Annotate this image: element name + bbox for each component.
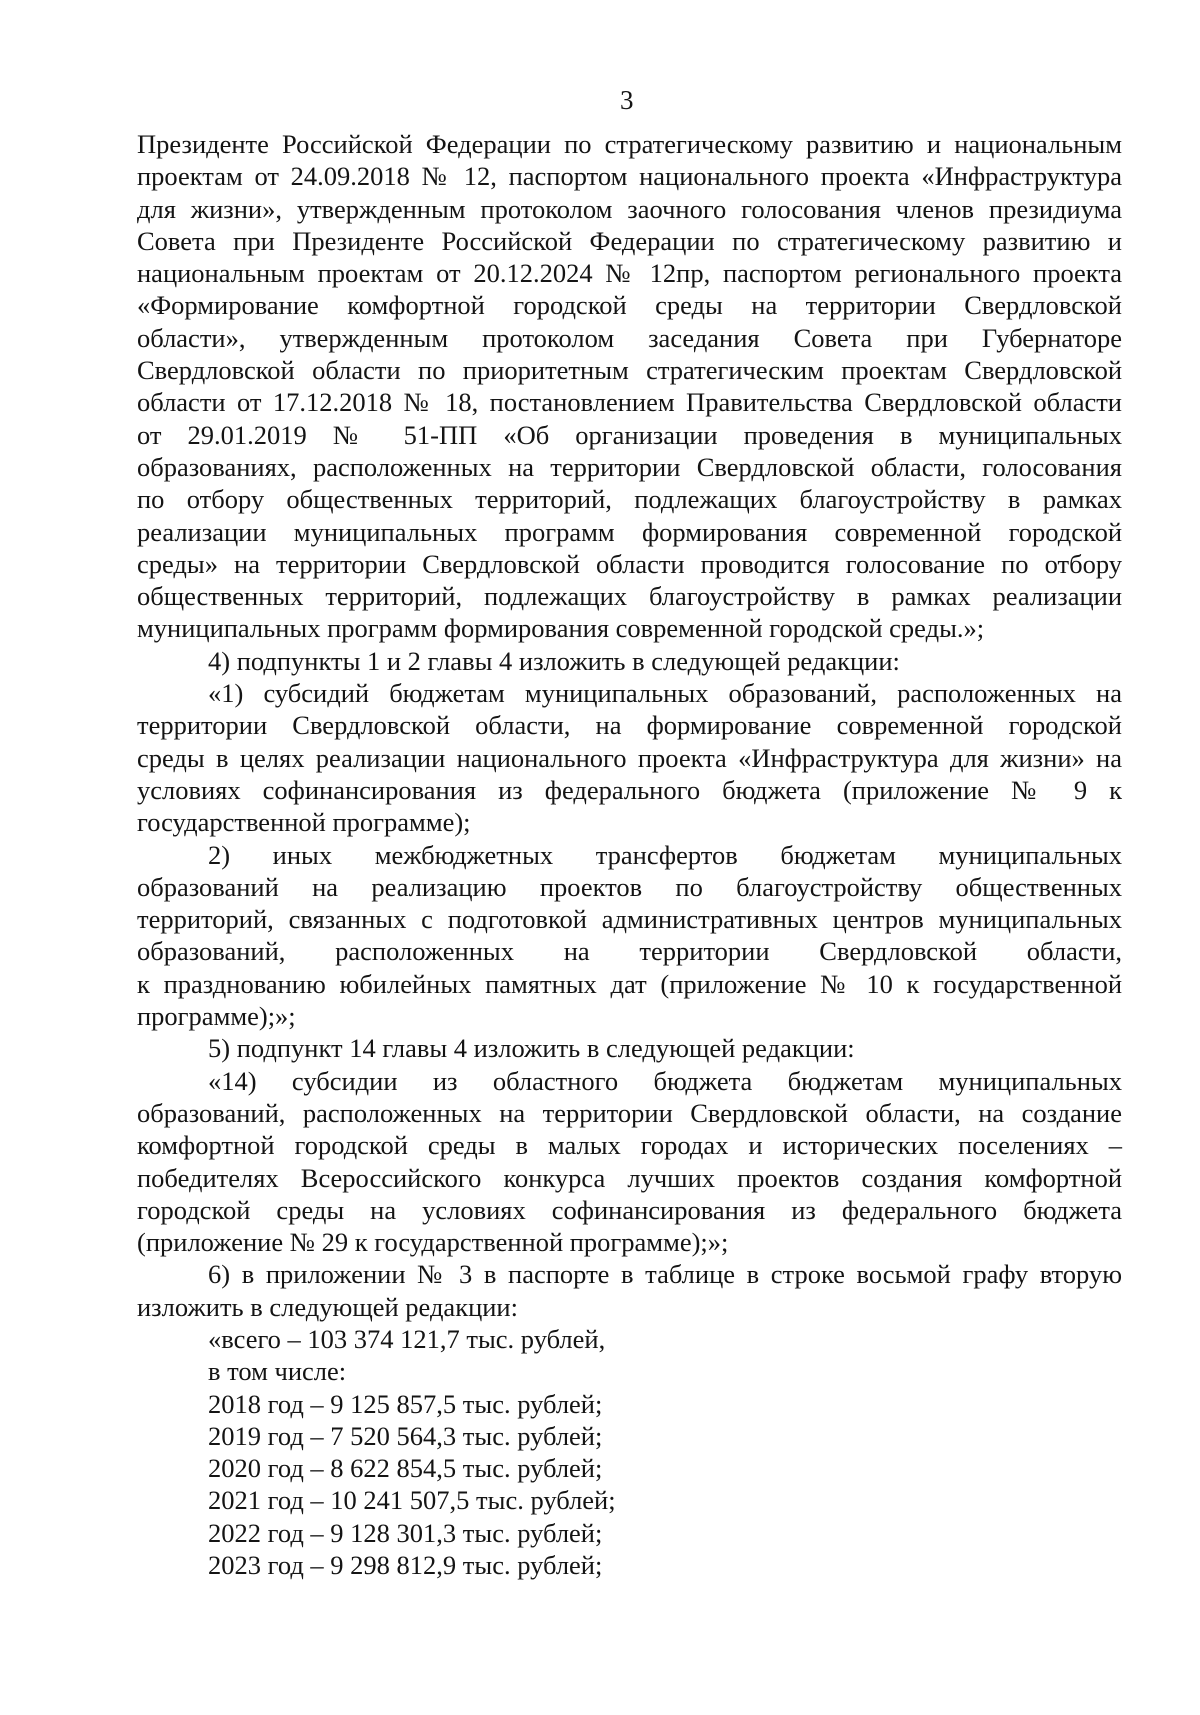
- text-line: 2018 год – 9 125 857,5 тыс. рублей;: [208, 1388, 603, 1419]
- text-line: (приложение № 29 к государственной программе);»;: [137, 1227, 729, 1258]
- text-line: Совета при Президенте Российской Федерации по стратегическому развитию и: [137, 225, 1122, 256]
- text-line: 2020 год – 8 622 854,5 тыс. рублей;: [208, 1453, 603, 1484]
- text-line: Президенте Российской Федерации по стратегическому развитию и национальным: [137, 129, 1122, 159]
- text-line: 5) подпункт 14 главы 4 изложить в следующей редакции:: [208, 1033, 855, 1064]
- text-line: условиях софинансирования из федерального бюджета (приложение № 9 к: [137, 774, 1122, 805]
- text-line: «Формирование комфортной городской среды на территории Свердловской: [137, 290, 1122, 321]
- text-line: 2021 год – 10 241 507,5 тыс. рублей;: [208, 1485, 616, 1516]
- text-line: национальным проектам от 20.12.2024 № 12пр, паспортом регионального проекта: [137, 258, 1122, 289]
- text-line: от 29.01.2019 № 51-ПП «Об организации проведения в муниципальных: [137, 419, 1122, 450]
- text-line: среды в целях реализации национального проекта «Инфраструктура для жизни» на: [137, 742, 1122, 773]
- text-line: территории Свердловской области, на формирование современной городской: [137, 710, 1122, 741]
- text-line: общественных территорий, подлежащих благоустройству в рамках реализации: [137, 581, 1122, 612]
- text-line: образований на реализацию проектов по благоустройству общественных: [137, 871, 1122, 902]
- text-line: образований, расположенных на территории Свердловской области,: [137, 936, 1122, 967]
- text-line: в том числе:: [208, 1356, 347, 1387]
- text-line: области от 17.12.2018 № 18, постановлением Правительства Свердловской области: [137, 387, 1122, 418]
- text-line: области», утвержденным протоколом заседания Совета при Губернаторе: [137, 322, 1122, 353]
- text-line: муниципальных программ формирования современной городской среды.»;: [137, 613, 985, 644]
- text-line: для жизни», утвержденным протоколом заочного голосования членов президиума: [137, 193, 1122, 224]
- text-line: территорий, связанных с подготовкой административных центров муниципальных: [137, 904, 1122, 935]
- text-line: «14) субсидии из областного бюджета бюджетам муниципальных: [208, 1065, 1122, 1096]
- text-line: реализации муниципальных программ формирования современной городской: [137, 516, 1122, 547]
- text-line: 2023 год – 9 298 812,9 тыс. рублей;: [208, 1550, 603, 1581]
- text-line: городской среды на условиях софинансирования из федерального бюджета: [137, 1194, 1122, 1225]
- text-line: к празднованию юбилейных памятных дат (приложение № 10 к государственной: [137, 968, 1122, 999]
- text-line: победителях Всероссийского конкурса лучших проектов создания комфортной: [137, 1162, 1122, 1193]
- document-body: [137, 128, 1122, 1581]
- text-line: 2022 год – 9 128 301,3 тыс. рублей;: [208, 1517, 603, 1548]
- text-line: среды» на территории Свердловской области проводится голосование по отбору: [137, 548, 1122, 579]
- text-line: программе);»;: [137, 1001, 296, 1032]
- text-line: образованиях, расположенных на территории Свердловской области, голосования: [137, 451, 1122, 482]
- text-line: комфортной городской среды в малых городах и исторических поселениях –: [137, 1130, 1122, 1161]
- text-line: проектам от 24.09.2018 № 12, паспортом национального проекта «Инфраструктура: [137, 161, 1122, 192]
- text-line: государственной программе);: [137, 807, 471, 838]
- text-line: 6) в приложении № 3 в паспорте в таблице в строке восьмой графу вторую: [208, 1259, 1122, 1290]
- text-line: 2) иных межбюджетных трансфертов бюджетам муниципальных: [208, 839, 1122, 870]
- page-number: 3: [620, 85, 634, 115]
- text-line: образований, расположенных на территории Свердловской области, на создание: [137, 1097, 1122, 1128]
- text-line: «1) субсидий бюджетам муниципальных образований, расположенных на: [208, 678, 1122, 709]
- text-line: 2019 год – 7 520 564,3 тыс. рублей;: [208, 1420, 603, 1451]
- text-line: «всего – 103 374 121,7 тыс. рублей,: [208, 1323, 606, 1354]
- text-line: 4) подпункты 1 и 2 главы 4 изложить в следующей редакции:: [208, 645, 900, 676]
- text-line: по отбору общественных территорий, подлежащих благоустройству в рамках: [137, 484, 1122, 515]
- text-line: Свердловской области по приоритетным стратегическим проектам Свердловской: [137, 355, 1122, 386]
- text-line: изложить в следующей редакции:: [137, 1291, 518, 1322]
